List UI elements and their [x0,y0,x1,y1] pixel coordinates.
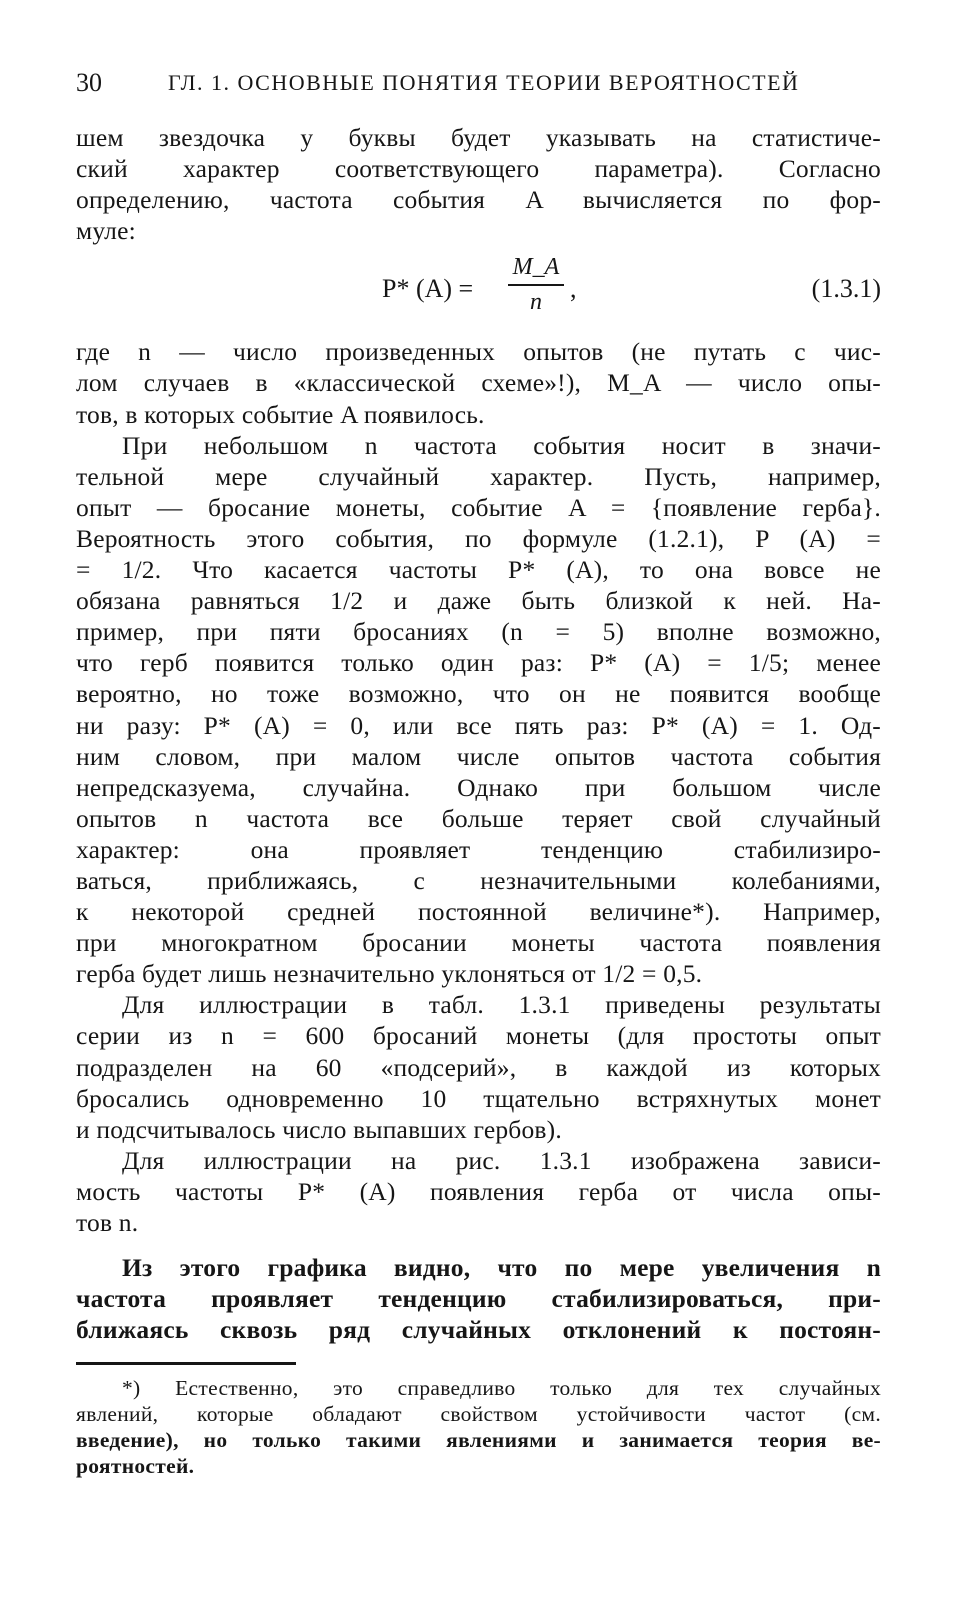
text-line: обязана равняться 1/2 и даже быть близкой к ней. На- [76,586,881,616]
paragraph-6 [76,1252,881,1345]
footnote-line: *) Естественно, это справедливо только для тех случайных [122,1376,881,1400]
text-line: тов n. [76,1208,139,1237]
text-line: вероятно, но тоже возможно, что он не появится вообще [76,679,881,709]
text-line: опыт — бросание монеты, событие A = {появление герба}. [76,492,881,522]
text-line: где n — число произведенных опытов (не путать с чис- [76,337,881,367]
paragraph-2 [76,336,881,429]
formula-1-3-1 [76,250,881,330]
text-line: что герб появится только один раз: P* (A) = 1/5; менее [76,648,881,678]
text-line: Вероятность этого события, по формуле (1.2.1), P (A) = [76,523,881,553]
text-line: муле: [76,216,136,246]
formula-comma: , [570,274,577,304]
text-line: опытов n частота все больше теряет свой случайный [76,803,881,833]
text-line: = 1/2. Что касается частоты P* (A), то она вовсе не [76,555,881,585]
text-line: к некоторой средней постоянной величине*). Например, [76,897,881,927]
text-line: и подсчитывалось число выпавших гербов). [76,1114,562,1144]
text-line: бросались одновременно 10 тщательно встряхнутых монет [76,1083,881,1113]
equation-number: (1.3.1) [811,274,881,304]
fraction-denominator: n [530,289,542,316]
text-line: шем звездочка у буквы будет указывать на статистиче- [76,123,881,152]
text-line: герба будет лишь незначительно уклоняться от 1/2 = 0,5. [76,959,703,989]
footnote-divider [76,1362,296,1365]
body-text [76,122,881,1345]
text-line: определению, частота события A вычисляется по фор- [76,185,881,215]
text-line: подразделен на 60 «подсерий», в каждой из которых [76,1052,881,1082]
footnote-line: роятностей. [76,1454,195,1478]
text-line: характер: она проявляет тенденцию стабилизиро- [76,834,881,864]
formula-lhs: P* (A) = [382,274,474,304]
text-line: лом случаев в «классической схеме»!), M_A — число опы- [76,368,881,398]
text-line: частота проявляет тенденцию стабилизироваться, при- [76,1284,881,1314]
text-line: серии из n = 600 бросаний монеты (для простоты опыт [76,1021,881,1051]
text-line: Из этого графика видно, что по мере увеличения n [122,1253,881,1283]
text-line: тов, в которых событие A появилось. [76,399,485,429]
formula-fraction [504,252,568,316]
footnote [76,1375,881,1479]
text-line: ближаясь сквозь ряд случайных отклонений к постоян- [76,1315,881,1345]
text-line: мость частоты P* (A) появления герба от числа опы- [76,1176,881,1206]
paragraph-4 [76,989,881,1144]
text-line: ский характер соответствующего параметра). Согласно [76,154,881,184]
text-line: При небольшом n частота события носит в значи- [122,430,881,460]
text-line: ваться, приближаясь, с незначительными колебаниями, [76,865,881,895]
text-line: пример, при пяти бросаниях (n = 5) вполне возможно, [76,617,881,647]
page-header [76,68,881,108]
footnote-line: введение), но только такими явлениями и занимается теория ве- [76,1428,881,1452]
paragraph-3 [76,430,881,990]
page-number: 30 [76,68,102,97]
text-line: тельной мере случайный характер. Пусть, например, [76,461,881,491]
text-line: при многократном бросании монеты частота появления [76,928,881,958]
fraction-numerator: M_A [512,254,560,281]
paragraph-5 [76,1145,881,1238]
text-line: Для иллюстрации на рис. 1.3.1 изображена зависи- [122,1145,881,1175]
text-line: ни разу: P* (A) = 0, или все пять раз: P* (A) = 1. Од- [76,710,881,740]
paragraph-gap [76,1238,881,1252]
text-line: Для иллюстрации в табл. 1.3.1 приведены результаты [122,990,881,1020]
fraction-bar [508,284,564,286]
paragraph-1 [76,122,881,246]
footnote-line: явлений, которые обладают свойством устойчивости частот (см. [76,1402,881,1426]
text-line: непредсказуема, случайна. Однако при большом числе [76,772,881,802]
running-head: ГЛ. 1. ОСНОВНЫЕ ПОНЯТИЯ ТЕОРИИ ВЕРОЯТНОСТЕЙ [168,70,800,95]
text-line: ним словом, при малом числе опытов частота события [76,741,881,771]
